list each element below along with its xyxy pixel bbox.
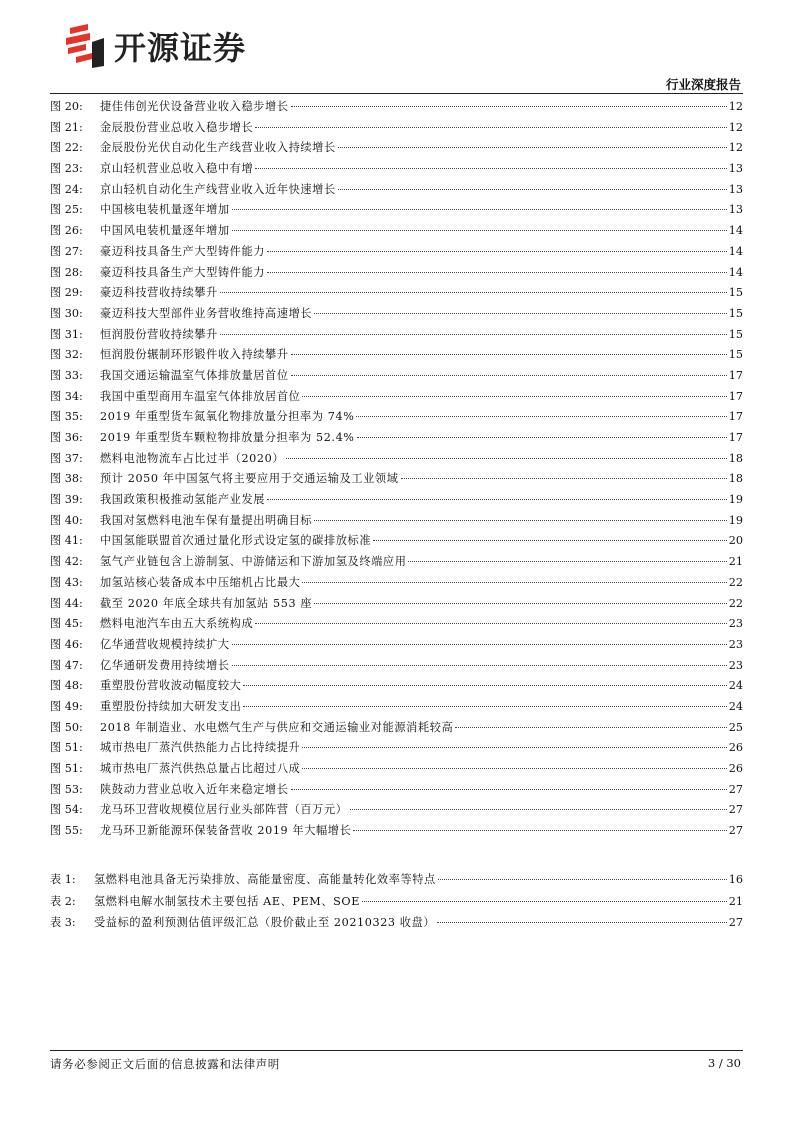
figure-entry[interactable] [50, 407, 743, 428]
figure-entry-title: 2019 年重型货车氮氧化物排放量分担率为 74% [100, 410, 355, 424]
figure-entry-label: 图 21: [50, 120, 83, 134]
dot-leader [437, 922, 727, 923]
figure-entry-label: 图 32: [50, 348, 83, 362]
figure-entry-label: 图 31: [50, 327, 83, 341]
figure-entry-title: 亿华通研发费用持续增长 [100, 658, 230, 672]
figure-entry-page: 17 [728, 389, 743, 403]
figure-entry[interactable] [50, 283, 743, 304]
dot-leader [401, 478, 727, 479]
figure-entry-page: 23 [728, 617, 743, 631]
figure-entry-title: 重塑股份营收波动幅度较大 [100, 679, 242, 693]
figure-entry[interactable] [50, 428, 743, 449]
figure-entry[interactable] [50, 159, 743, 180]
figure-entry[interactable] [50, 345, 743, 366]
figure-entry-page: 17 [728, 410, 743, 424]
dot-leader [232, 209, 727, 210]
figure-entry[interactable] [50, 635, 743, 656]
dot-leader [291, 789, 727, 790]
dot-leader [291, 106, 727, 107]
figure-entry-title: 2018 年制造业、水电燃气生产与供应和交通运输业对能源消耗较高 [100, 720, 454, 734]
dot-leader [267, 272, 727, 273]
figure-entry-title: 我国政策积极推动氢能产业发展 [100, 493, 266, 507]
figure-entry-page: 17 [728, 368, 743, 382]
figure-entry-page: 24 [728, 699, 743, 713]
figure-entry-page: 15 [728, 348, 743, 362]
dot-leader [408, 561, 726, 562]
figure-entry-title: 中国核电装机量逐年增加 [100, 203, 230, 217]
figure-entry-label: 图 20: [50, 100, 83, 113]
dot-leader [220, 334, 727, 335]
figure-entry-title: 京山轻机营业总收入稳中有增 [100, 162, 254, 176]
figure-entry-title: 恒润股份辗制环形锻件收入持续攀升 [100, 348, 289, 362]
figure-entry-title: 京山轻机自动化生产线营业收入近年快速增长 [100, 182, 336, 196]
dot-leader [302, 768, 726, 769]
table-entry-page: 21 [728, 894, 743, 908]
figure-entry-title: 金辰股份光伏自动化生产线营业收入持续增长 [100, 141, 336, 155]
dot-leader [220, 292, 727, 293]
brand-mark-icon [66, 24, 106, 68]
figure-entry-label: 图 53: [50, 782, 83, 796]
brand-logo [66, 22, 246, 70]
dot-leader [338, 189, 727, 190]
table-entry-title: 氢燃料电解水制氢技术主要包括 AE、PEM、SOE [94, 894, 360, 908]
figure-entry-label: 图 48: [50, 679, 83, 693]
dot-leader [314, 520, 727, 521]
figure-entry-page: 27 [728, 782, 743, 796]
figure-entry-page: 12 [728, 100, 743, 113]
page-header [0, 0, 793, 100]
figure-entry-label: 图 26: [50, 224, 83, 238]
dot-leader [353, 830, 726, 831]
figure-entry-label: 图 36: [50, 431, 83, 444]
dot-leader [255, 127, 727, 128]
table-entry-label: 表 1: [50, 873, 76, 886]
figure-entry-title: 加氢站核心装备成本中压缩机占比最大 [100, 575, 301, 589]
figure-entry[interactable] [50, 200, 743, 221]
figure-entry[interactable] [50, 511, 743, 532]
figure-entry[interactable] [50, 118, 743, 139]
dot-leader [267, 251, 727, 252]
figure-entry-label: 图 51: [50, 762, 83, 775]
figure-entry-label: 图 39: [50, 493, 83, 507]
figure-entry-title: 燃料电池汽车由五大系统构成 [100, 617, 254, 631]
table-entry-title: 氢燃料电池具备无污染排放、高能量密度、高能量转化效率等特点 [94, 873, 436, 886]
table-entry-page: 16 [728, 873, 743, 886]
figure-entry[interactable] [50, 656, 743, 677]
dot-leader [302, 396, 726, 397]
figure-entry-title: 城市热电厂蒸汽供热能力占比持续提升 [100, 741, 301, 755]
figure-entry[interactable] [50, 387, 743, 408]
figure-entry-label: 图 38: [50, 472, 83, 486]
figure-entry-title: 重塑股份持续加大研发支出 [100, 699, 242, 713]
figure-entry-page: 18 [728, 472, 743, 486]
figure-entry[interactable] [50, 242, 743, 263]
figure-entry-page: 13 [728, 162, 743, 176]
figure-entry-label: 图 37: [50, 451, 83, 465]
figure-entry[interactable] [50, 697, 743, 718]
page-number: 3 / 30 [707, 1056, 741, 1070]
dot-leader [314, 313, 727, 314]
dot-leader [255, 623, 727, 624]
figure-entry[interactable] [50, 759, 743, 780]
figure-entry-title: 恒润股份营收持续攀升 [100, 327, 218, 341]
dot-leader [291, 354, 727, 355]
dot-leader [455, 727, 726, 728]
figure-entry-page: 26 [728, 741, 743, 755]
table-entry-label: 表 2: [50, 894, 76, 908]
figure-entry-label: 图 29: [50, 286, 83, 300]
dot-leader [362, 901, 727, 902]
figure-entry-title: 豪迈科技具备生产大型铸件能力 [100, 244, 266, 258]
figure-entry-label: 图 49: [50, 699, 83, 713]
figure-entry[interactable] [50, 552, 743, 573]
figure-entry[interactable] [50, 469, 743, 490]
figure-entry-label: 图 45: [50, 617, 83, 631]
figure-entry-label: 图 50: [50, 720, 83, 734]
figure-entry-page: 14 [728, 224, 743, 238]
figure-entry-page: 22 [728, 575, 743, 589]
figure-entry[interactable] [50, 531, 743, 552]
figure-entry[interactable] [50, 366, 743, 387]
figure-entry-label: 图 55: [50, 824, 83, 838]
figure-entry-page: 26 [728, 762, 743, 775]
table-entry-title: 受益标的盈利预测估值评级汇总（股价截止至 20210323 收盘） [94, 916, 436, 930]
figure-entry[interactable] [50, 780, 743, 801]
figure-entry-label: 图 47: [50, 658, 83, 672]
figure-entry-title: 我国中重型商用车温室气体排放居首位 [100, 389, 301, 403]
figure-entry[interactable] [50, 263, 743, 284]
table-entry[interactable] [50, 891, 743, 913]
table-entry-page: 27 [728, 916, 743, 930]
figure-entry-page: 15 [728, 306, 743, 320]
dot-leader [373, 540, 727, 541]
footer-divider [50, 1050, 743, 1051]
dot-leader [232, 665, 727, 666]
figure-entry-label: 图 30: [50, 306, 83, 320]
figure-entry-title: 燃料电池物流车占比过半（2020） [100, 451, 285, 465]
figure-entry[interactable] [50, 449, 743, 470]
footer-disclaimer: 请务必参阅正文后面的信息披露和法律声明 [50, 1057, 280, 1071]
figure-entry-page: 17 [728, 431, 743, 444]
figure-entry-page: 12 [728, 120, 743, 134]
report-type-label: 行业深度报告 [665, 77, 741, 92]
dot-leader [438, 879, 727, 880]
figure-entry[interactable] [50, 718, 743, 739]
table-entry[interactable] [50, 869, 743, 891]
dot-leader [291, 375, 727, 376]
figure-entry-page: 13 [728, 182, 743, 196]
header-divider [50, 93, 743, 94]
figure-entry[interactable] [50, 821, 743, 842]
figure-entry-page: 23 [728, 658, 743, 672]
figure-entry-page: 27 [728, 803, 743, 817]
figure-entry-label: 图 51: [50, 741, 83, 755]
figure-entry-title: 龙马环卫营收规模位居行业头部阵营（百万元） [100, 803, 348, 817]
figure-entry-label: 图 23: [50, 162, 83, 176]
dot-leader [232, 644, 727, 645]
figure-entry-page: 14 [728, 265, 743, 279]
figure-entry-page: 15 [728, 286, 743, 300]
figure-entry-title: 亿华通营收规模持续扩大 [100, 637, 230, 651]
figure-entry-page: 22 [728, 596, 743, 610]
figure-entry-label: 图 54: [50, 803, 83, 817]
figure-entry-title: 中国氢能联盟首次通过量化形式设定氢的碳排放标准 [100, 534, 372, 548]
brand-name: 开源证券 [114, 29, 247, 67]
figure-entry-page: 14 [728, 244, 743, 258]
figure-entry-title: 我国交通运输温室气体排放量居首位 [100, 368, 289, 382]
figure-entry-title: 我国对氢燃料电池车保有量提出明确目标 [100, 513, 313, 527]
figure-entry-title: 陕鼓动力营业总收入近年来稳定增长 [100, 782, 289, 796]
figure-entry-title: 2019 年重型货车颗粒物排放量分担率为 52.4% [100, 431, 355, 444]
figure-index [50, 97, 743, 842]
dot-leader [243, 685, 726, 686]
figure-entry-label: 图 28: [50, 265, 83, 279]
table-entry-label: 表 3: [50, 916, 76, 930]
figure-entry-label: 图 25: [50, 203, 83, 217]
dot-leader [302, 747, 726, 748]
figure-entry-page: 12 [728, 141, 743, 155]
figure-entry-page: 19 [728, 513, 743, 527]
table-entry[interactable] [50, 912, 743, 934]
dot-leader [267, 499, 727, 500]
figure-entry-page: 15 [728, 327, 743, 341]
dot-leader [286, 458, 727, 459]
figure-entry-label: 图 27: [50, 244, 83, 258]
figure-entry[interactable] [50, 97, 743, 118]
figure-entry[interactable] [50, 138, 743, 159]
figure-entry[interactable] [50, 304, 743, 325]
dot-leader [243, 706, 726, 707]
figure-entry-page: 19 [728, 493, 743, 507]
figure-entry[interactable] [50, 738, 743, 759]
dot-leader [338, 147, 727, 148]
figure-entry-label: 图 44: [50, 596, 83, 610]
figure-entry-label: 图 40: [50, 513, 83, 527]
figure-entry[interactable] [50, 221, 743, 242]
figure-entry-page: 18 [728, 451, 743, 465]
figure-entry-page: 25 [728, 720, 743, 734]
figure-entry[interactable] [50, 490, 743, 511]
figure-entry-page: 21 [728, 555, 743, 569]
dot-leader [302, 582, 726, 583]
figure-entry[interactable] [50, 594, 743, 615]
figure-entry-title: 捷佳伟创光伏设备营业收入稳步增长 [100, 100, 289, 113]
dot-leader [350, 809, 727, 810]
figure-entry[interactable] [50, 800, 743, 821]
figure-entry-label: 图 24: [50, 182, 83, 196]
figure-entry-label: 图 46: [50, 637, 83, 651]
table-index [50, 869, 743, 934]
figure-entry-label: 图 43: [50, 575, 83, 589]
figure-entry-title: 豪迈科技具备生产大型铸件能力 [100, 265, 266, 279]
figure-entry-title: 中国风电装机量逐年增加 [100, 224, 230, 238]
dot-leader [314, 603, 727, 604]
figure-entry-title: 氢气产业链包含上游制氢、中游储运和下游加氢及终端应用 [100, 555, 407, 569]
dot-leader [232, 230, 727, 231]
dot-leader [255, 168, 727, 169]
figure-entry-label: 图 22: [50, 141, 83, 155]
figure-entry-page: 13 [728, 203, 743, 217]
figure-entry-title: 龙马环卫新能源环保装备营收 2019 年大幅增长 [100, 824, 352, 838]
dot-leader [357, 437, 727, 438]
figure-entry[interactable] [50, 180, 743, 201]
figure-entry-page: 24 [728, 679, 743, 693]
figure-entry-label: 图 42: [50, 555, 83, 569]
figure-entry[interactable] [50, 676, 743, 697]
figure-entry-title: 金辰股份营业总收入稳步增长 [100, 120, 254, 134]
figure-entry-title: 城市热电厂蒸汽供热总量占比超过八成 [100, 762, 301, 775]
figure-entry-title: 豪迈科技营收持续攀升 [100, 286, 218, 300]
figure-entry-label: 图 35: [50, 410, 83, 424]
figure-entry[interactable] [50, 573, 743, 594]
figure-entry-title: 截至 2020 年底全球共有加氢站 553 座 [100, 596, 313, 610]
figure-entry-title: 豪迈科技大型部件业务营收维持高速增长 [100, 306, 313, 320]
figure-entry-label: 图 41: [50, 534, 83, 548]
figure-entry-page: 27 [728, 824, 743, 838]
figure-entry-label: 图 33: [50, 368, 83, 382]
figure-entry[interactable] [50, 614, 743, 635]
dot-leader [356, 416, 726, 417]
figure-entry-label: 图 34: [50, 389, 83, 403]
figure-entry-page: 20 [728, 534, 743, 548]
figure-entry-title: 预计 2050 年中国氢气将主要应用于交通运输及工业领域 [100, 472, 399, 486]
figure-entry-page: 23 [728, 637, 743, 651]
figure-entry[interactable] [50, 325, 743, 346]
